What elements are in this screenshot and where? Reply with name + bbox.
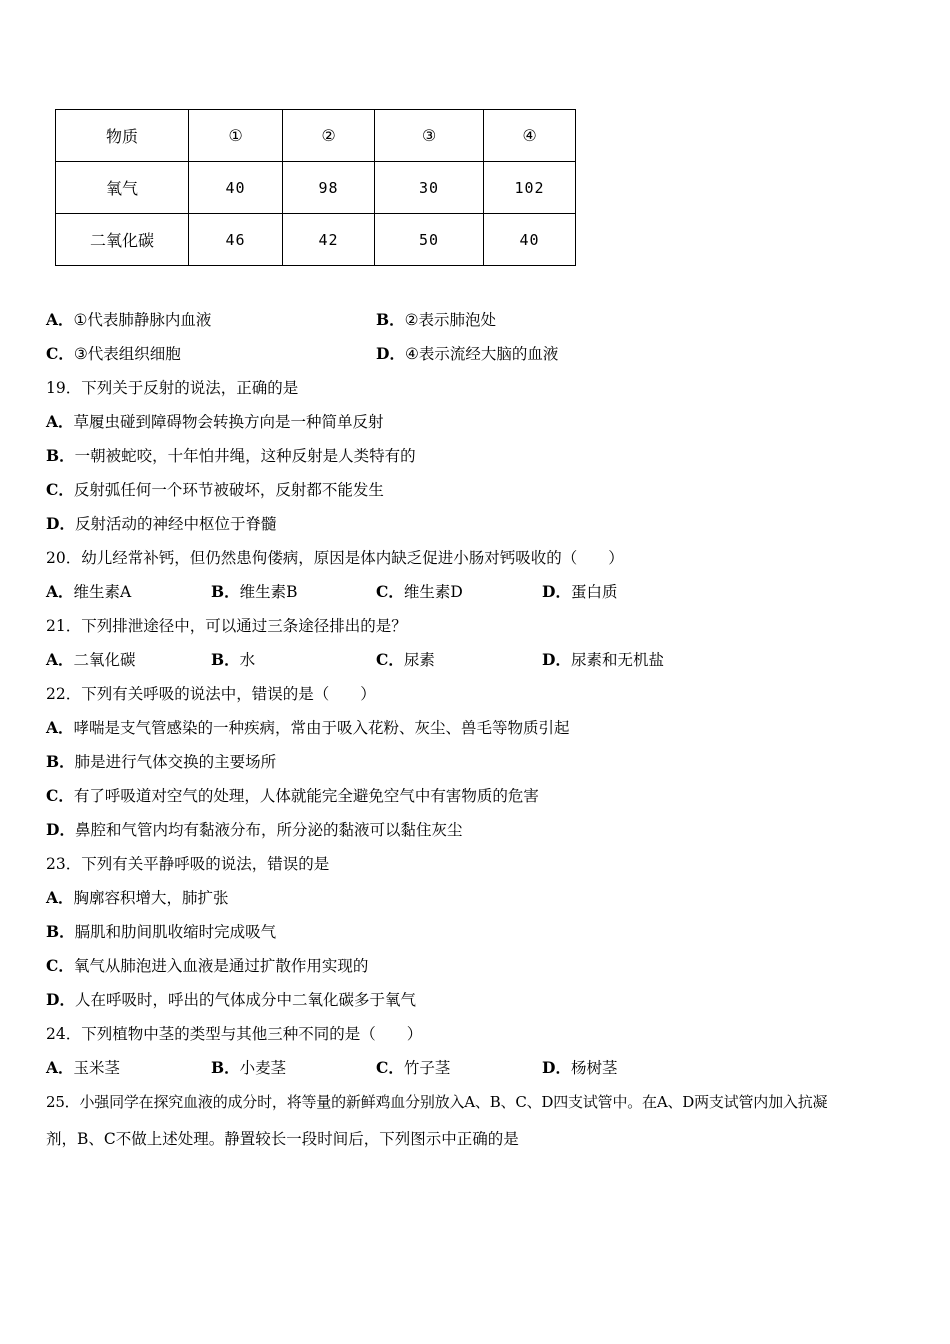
option-label: D． xyxy=(542,650,571,669)
option-label: B． xyxy=(211,582,240,601)
option-label: A． xyxy=(46,310,74,329)
option-text: 反射弧任何一个环节被破坏，反射都不能发生 xyxy=(73,481,384,499)
option-label: D． xyxy=(542,1058,571,1077)
q25-stem-line-1: 25．小强同学在探究血液的成分时，将等量的新鲜鸡血分别放入A、B、C、D四支试管中。在A、D两支试管内加入抗凝 xyxy=(46,1093,828,1111)
option-label: C． xyxy=(46,480,74,499)
option-text: 维生素B xyxy=(239,583,298,601)
option-label: A． xyxy=(46,582,74,601)
option-text: 草履虫碰到障碍物会转换方向是一种简单反射 xyxy=(73,413,384,431)
q20-stem: 20．幼儿经常补钙，但仍然患佝偻病，原因是体内缺乏促进小肠对钙吸收的（ ） xyxy=(46,549,624,567)
option-label: D． xyxy=(542,582,571,601)
table-cell: 50 xyxy=(375,214,484,266)
q22-stem: 22．下列有关呼吸的说法中，错误的是（ ） xyxy=(46,685,376,703)
option-label: D． xyxy=(376,344,405,363)
q21-option-c xyxy=(376,650,435,670)
option-label: C． xyxy=(376,1058,404,1077)
option-text: ③代表组织细胞 xyxy=(73,345,181,363)
q23-stem: 23．下列有关平静呼吸的说法，错误的是 xyxy=(46,855,330,873)
q21-option-d xyxy=(542,650,664,670)
option-label: C． xyxy=(46,956,74,975)
table-row-label: 氧气 xyxy=(56,162,189,214)
option-text: 小麦茎 xyxy=(239,1059,287,1077)
option-text: 氧气从肺泡进入血液是通过扩散作用实现的 xyxy=(73,957,369,975)
q24-option-c xyxy=(376,1058,450,1078)
q22-option-b xyxy=(46,752,276,772)
q18-option-c xyxy=(46,344,181,364)
q19-option-d xyxy=(46,514,276,534)
table-header-cell: ② xyxy=(283,110,375,162)
q23-option-a xyxy=(46,888,229,908)
q22-option-a xyxy=(46,718,570,738)
option-text: ①代表肺静脉内血液 xyxy=(73,311,212,329)
option-text: 维生素A xyxy=(73,583,132,601)
option-text: 水 xyxy=(239,651,256,669)
option-label: B． xyxy=(46,922,75,941)
option-text: 二氧化碳 xyxy=(73,651,136,669)
option-label: C． xyxy=(376,582,404,601)
table-header-cell: ④ xyxy=(484,110,576,162)
q23-option-b xyxy=(46,922,276,942)
q22-option-d xyxy=(46,820,462,840)
option-text: 尿素 xyxy=(403,651,435,669)
q24-stem: 24．下列植物中茎的类型与其他三种不同的是（ ） xyxy=(46,1025,423,1043)
table-cell: 40 xyxy=(189,162,283,214)
q18-option-b xyxy=(376,310,496,330)
option-text: 维生素D xyxy=(403,583,463,601)
table-cell: 102 xyxy=(484,162,576,214)
table-header-cell: ③ xyxy=(375,110,484,162)
table-row xyxy=(56,214,576,266)
option-label: C． xyxy=(376,650,404,669)
table-header-cell: 物质 xyxy=(56,110,189,162)
option-text: 人在呼吸时，呼出的气体成分中二氧化碳多于氧气 xyxy=(74,991,416,1009)
option-text: 鼻腔和气管内均有黏液分布，所分泌的黏液可以黏住灰尘 xyxy=(74,821,463,839)
q23-option-c xyxy=(46,956,368,976)
option-text: 胸廓容积增大，肺扩张 xyxy=(73,889,229,907)
table-cell: 40 xyxy=(484,214,576,266)
q22-option-c xyxy=(46,786,539,806)
table-header-cell: ① xyxy=(189,110,283,162)
option-label: A． xyxy=(46,1058,74,1077)
option-label: B． xyxy=(46,446,75,465)
option-label: D． xyxy=(46,820,75,839)
table-cell: 98 xyxy=(283,162,375,214)
table-cell: 30 xyxy=(375,162,484,214)
option-text: ④表示流经大脑的血液 xyxy=(404,345,559,363)
option-label: B． xyxy=(46,752,75,771)
option-label: C． xyxy=(46,786,74,805)
option-text: 膈肌和肋间肌收缩时完成吸气 xyxy=(74,923,277,941)
option-text: 哮喘是支气管感染的一种疾病，常由于吸入花粉、灰尘、兽毛等物质引起 xyxy=(73,719,570,737)
option-label: D． xyxy=(46,514,75,533)
table-cell: 46 xyxy=(189,214,283,266)
q24-option-a xyxy=(46,1058,120,1078)
option-label: B． xyxy=(211,650,240,669)
q19-option-c xyxy=(46,480,384,500)
q21-stem: 21．下列排泄途径中，可以通过三条途径排出的是？ xyxy=(46,617,407,635)
option-label: B． xyxy=(211,1058,240,1077)
q18-option-d xyxy=(376,344,558,364)
q24-option-d xyxy=(542,1058,617,1078)
option-text: 杨树茎 xyxy=(570,1059,618,1077)
q18-option-a xyxy=(46,310,211,330)
option-text: 尿素和无机盐 xyxy=(570,651,664,669)
option-text: 肺是进行气体交换的主要场所 xyxy=(74,753,277,771)
table-cell: 42 xyxy=(283,214,375,266)
option-label: A． xyxy=(46,718,74,737)
option-text: 一朝被蛇咬，十年怕井绳，这种反射是人类特有的 xyxy=(74,447,416,465)
option-text: 玉米茎 xyxy=(73,1059,121,1077)
option-label: C． xyxy=(46,344,74,363)
option-label: A． xyxy=(46,412,74,431)
q24-option-b xyxy=(211,1058,286,1078)
q20-option-a xyxy=(46,582,131,602)
q19-stem: 19．下列关于反射的说法，正确的是 xyxy=(46,379,299,397)
gas-data-table xyxy=(55,109,576,266)
q19-option-b xyxy=(46,446,416,466)
option-text: 反射活动的神经中枢位于脊髓 xyxy=(74,515,277,533)
q21-option-a xyxy=(46,650,136,670)
option-label: D． xyxy=(46,990,75,1009)
q19-option-a xyxy=(46,412,384,432)
option-label: B． xyxy=(376,310,405,329)
table-header-row xyxy=(56,110,576,162)
q25-stem-line-2: 剂，B、C不做上述处理。静置较长一段时间后，下列图示中正确的是 xyxy=(46,1130,519,1148)
q21-option-b xyxy=(211,650,255,670)
option-text: 蛋白质 xyxy=(570,583,618,601)
option-label: A． xyxy=(46,650,74,669)
option-text: ②表示肺泡处 xyxy=(404,311,497,329)
q20-option-b xyxy=(211,582,298,602)
table-row-label: 二氧化碳 xyxy=(56,214,189,266)
option-text: 有了呼吸道对空气的处理，人体就能完全避免空气中有害物质的危害 xyxy=(73,787,539,805)
table-row xyxy=(56,162,576,214)
option-text: 竹子茎 xyxy=(403,1059,451,1077)
q20-option-d xyxy=(542,582,617,602)
option-label: A． xyxy=(46,888,74,907)
q23-option-d xyxy=(46,990,416,1010)
q20-option-c xyxy=(376,582,463,602)
